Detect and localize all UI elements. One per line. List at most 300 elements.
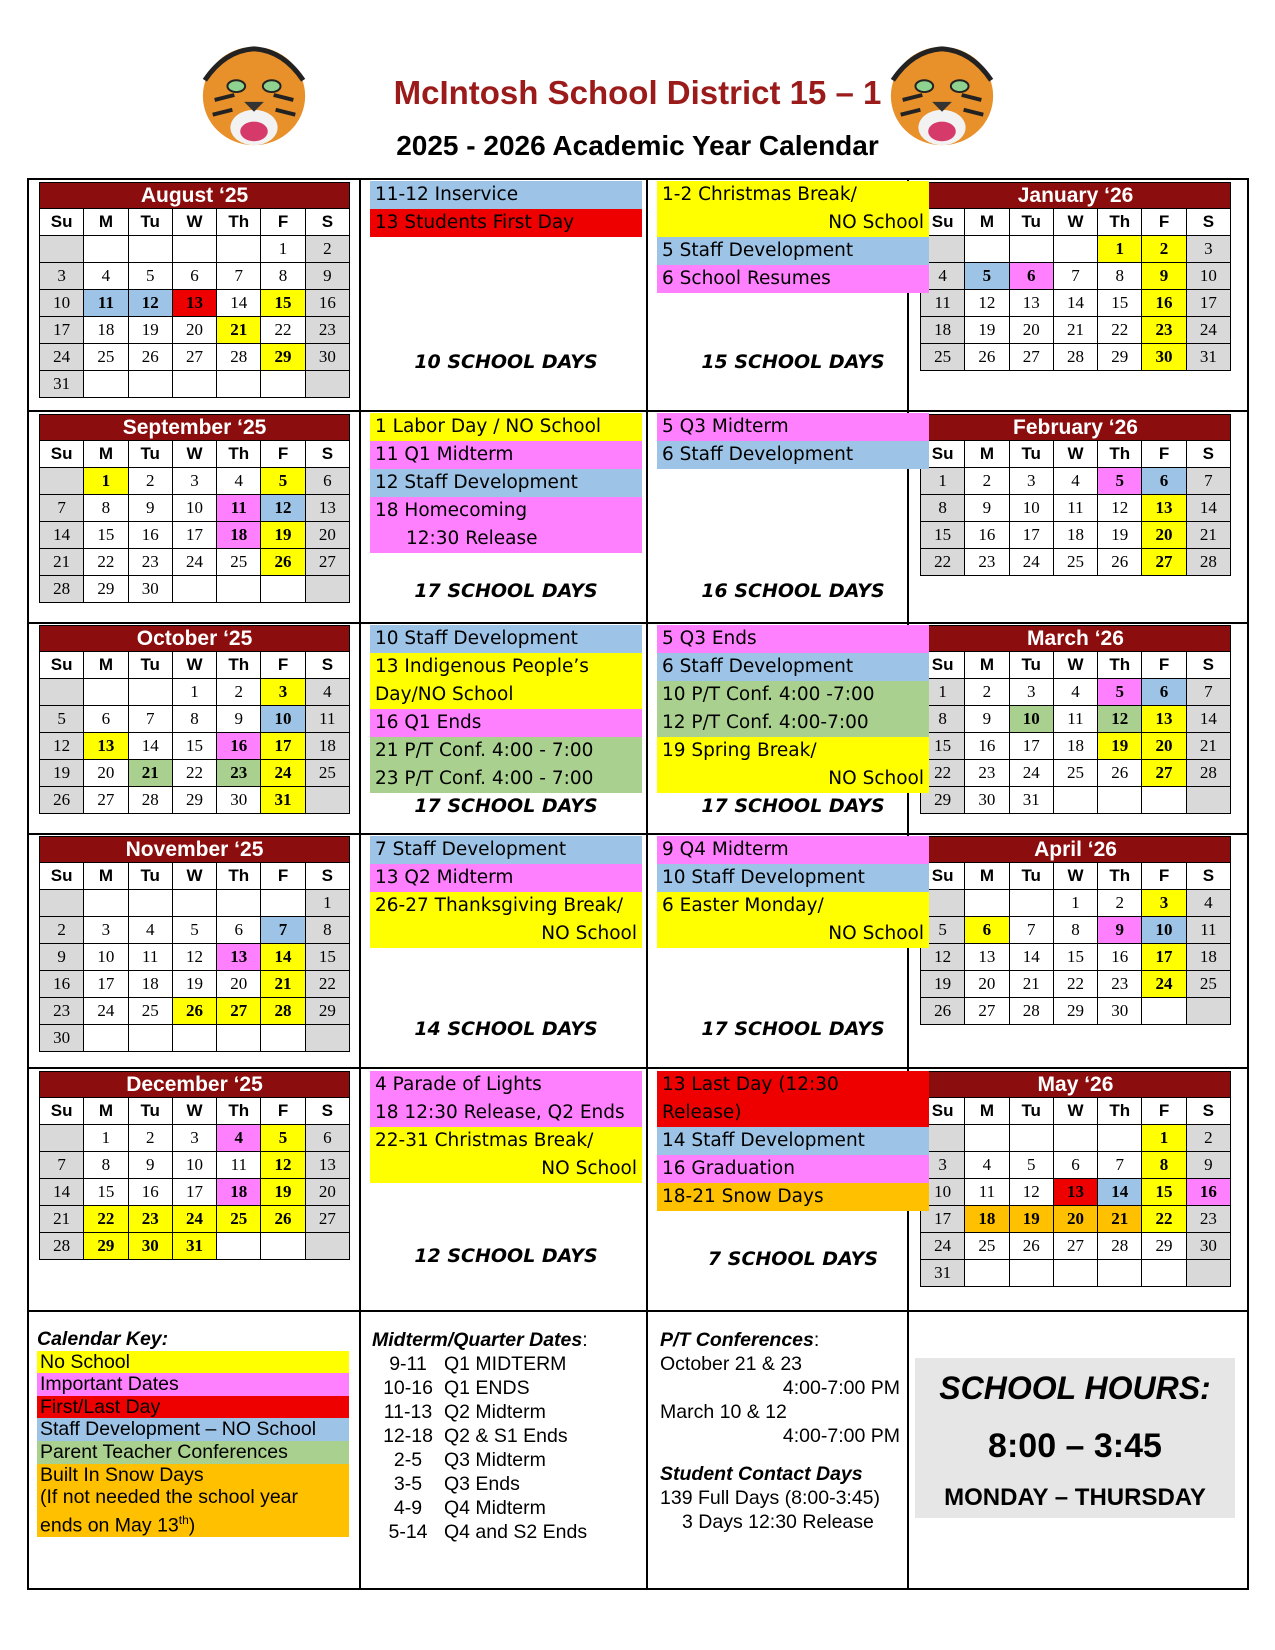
day-cell: 23 (1098, 971, 1142, 998)
day-cell: 9 (128, 495, 172, 522)
day-cell: 20 (1009, 317, 1053, 344)
grid-divider (27, 622, 1249, 624)
empty-day-cell (261, 371, 305, 398)
empty-day-cell (172, 890, 216, 917)
day-cell: 4 (1186, 890, 1230, 917)
weekday-header: F (1142, 1098, 1186, 1125)
empty-day-cell (305, 1233, 349, 1260)
day-cell: 13 (305, 495, 349, 522)
day-cell: 4 (965, 1152, 1009, 1179)
grid-divider (359, 178, 361, 1590)
day-cell: 12 (1009, 1179, 1053, 1206)
day-cell: 23 (128, 549, 172, 576)
day-cell: 6 (172, 263, 216, 290)
day-cell: 11 (128, 944, 172, 971)
event-item: NO School (657, 765, 929, 793)
weekday-header: Su (921, 863, 965, 890)
day-cell: 21 (217, 317, 261, 344)
day-cell: 23 (965, 760, 1009, 787)
day-cell: 3 (921, 1152, 965, 1179)
day-cell: 29 (1098, 344, 1142, 371)
events-october (370, 625, 642, 793)
day-cell: 18 (965, 1206, 1009, 1233)
weekday-header: S (305, 209, 349, 236)
day-cell: 28 (1098, 1233, 1142, 1260)
day-cell: 10 (1142, 917, 1186, 944)
key-snow-note-end: ends on May 13th) (37, 1509, 349, 1537)
day-cell: 27 (217, 998, 261, 1025)
day-cell: 7 (1053, 263, 1097, 290)
day-cell: 25 (965, 1233, 1009, 1260)
weekday-header: S (1186, 863, 1230, 890)
day-cell: 30 (965, 787, 1009, 814)
grid-divider (27, 410, 1249, 412)
empty-day-cell (1186, 787, 1230, 814)
weekday-header: W (1053, 863, 1097, 890)
weekday-header: Su (40, 863, 84, 890)
day-cell: 12 (172, 944, 216, 971)
calendar-january-2026 (920, 182, 1231, 371)
day-cell: 11 (305, 706, 349, 733)
calendar-key (37, 1328, 349, 1537)
day-cell: 16 (128, 1179, 172, 1206)
day-cell: 8 (921, 495, 965, 522)
day-cell: 21 (1009, 971, 1053, 998)
day-cell: 2 (305, 236, 349, 263)
day-cell: 9 (1142, 263, 1186, 290)
day-cell: 25 (128, 998, 172, 1025)
day-cell: 21 (40, 549, 84, 576)
day-cell: 5 (172, 917, 216, 944)
event-item: 5 Q3 Midterm (657, 413, 929, 441)
weekday-header: Tu (1009, 652, 1053, 679)
midterm-label: Q3 Midterm (444, 1449, 546, 1471)
event-item: NO School (657, 209, 929, 237)
empty-day-cell (172, 371, 216, 398)
midterm-date: 10-16 (383, 1377, 433, 1399)
weekday-header: M (965, 209, 1009, 236)
day-cell: 30 (1098, 998, 1142, 1025)
day-cell: 29 (84, 1233, 128, 1260)
day-cell: 19 (965, 317, 1009, 344)
school-days-august: 10 SCHOOL DAYS (414, 351, 598, 373)
day-cell: 10 (1009, 706, 1053, 733)
day-cell: 17 (1009, 522, 1053, 549)
key-important-dates: Important Dates (37, 1373, 349, 1396)
school-days-march: 17 SCHOOL DAYS (701, 795, 885, 817)
day-cell: 2 (1142, 236, 1186, 263)
weekday-header: W (1053, 441, 1097, 468)
day-cell: 16 (965, 733, 1009, 760)
weekday-header: W (172, 863, 216, 890)
day-cell: 11 (1053, 706, 1097, 733)
school-days-october: 17 SCHOOL DAYS (414, 795, 598, 817)
weekday-header: M (84, 209, 128, 236)
day-cell: 27 (1053, 1233, 1097, 1260)
empty-day-cell (261, 1233, 305, 1260)
day-cell: 21 (128, 760, 172, 787)
day-cell: 17 (1186, 290, 1230, 317)
midterm-label: Q2 Midterm (444, 1401, 546, 1423)
day-cell: 3 (172, 1125, 216, 1152)
midterm-date: 9-11 (389, 1353, 427, 1375)
day-cell: 17 (1009, 733, 1053, 760)
day-cell: 18 (1053, 522, 1097, 549)
midterm-label: Q1 MIDTERM (444, 1353, 567, 1375)
day-cell: 30 (40, 1025, 84, 1052)
day-cell: 5 (965, 263, 1009, 290)
empty-day-cell (40, 679, 84, 706)
event-item: 12 P/T Conf. 4:00-7:00 (657, 709, 929, 737)
day-cell: 10 (172, 495, 216, 522)
day-cell: 29 (305, 998, 349, 1025)
day-cell: 30 (128, 576, 172, 603)
day-cell: 15 (305, 944, 349, 971)
day-cell: 17 (921, 1206, 965, 1233)
day-cell: 19 (172, 971, 216, 998)
event-item: 18-21 Snow Days (657, 1183, 929, 1211)
school-days-december: 12 SCHOOL DAYS (414, 1245, 598, 1267)
day-cell: 21 (1098, 1206, 1142, 1233)
day-cell: 31 (921, 1260, 965, 1287)
day-cell: 27 (1142, 760, 1186, 787)
day-cell: 2 (128, 1125, 172, 1152)
empty-day-cell (261, 576, 305, 603)
school-days-april: 17 SCHOOL DAYS (701, 1018, 885, 1040)
weekday-header: W (172, 652, 216, 679)
event-item: 11-12 Inservice (370, 181, 642, 209)
events-september (370, 413, 642, 553)
event-item: 10 P/T Conf. 4:00 -7:00 (657, 681, 929, 709)
pt-march: March 10 & 12 (660, 1401, 787, 1423)
event-item: 13 Last Day (12:30 (657, 1071, 929, 1099)
day-cell: 12 (1098, 706, 1142, 733)
event-item: 10 Staff Development (657, 864, 929, 892)
day-cell: 29 (261, 344, 305, 371)
weekday-header: F (1142, 441, 1186, 468)
weekday-header: Tu (128, 209, 172, 236)
day-cell: 25 (217, 549, 261, 576)
day-cell: 23 (1142, 317, 1186, 344)
weekday-header: F (1142, 863, 1186, 890)
day-cell: 11 (217, 495, 261, 522)
event-item: 5 Staff Development (657, 237, 929, 265)
day-cell: 3 (172, 468, 216, 495)
event-item: 6 Easter Monday/ (657, 892, 929, 920)
day-cell: 7 (261, 917, 305, 944)
day-cell: 6 (1142, 468, 1186, 495)
pt-october: October 21 & 23 (660, 1353, 803, 1375)
day-cell: 30 (305, 344, 349, 371)
day-cell: 29 (84, 576, 128, 603)
key-staff-development: Staff Development – NO School (37, 1418, 349, 1441)
midterm-label: Q4 Midterm (444, 1497, 546, 1519)
district-title: McIntosh School District 15 – 1 (393, 74, 882, 111)
month-header: December ‘25 (40, 1072, 350, 1098)
midterm-date: 2-5 (393, 1449, 423, 1471)
empty-day-cell (1053, 1125, 1097, 1152)
day-cell: 13 (217, 944, 261, 971)
day-cell: 26 (40, 787, 84, 814)
month-header: November ‘25 (40, 837, 350, 863)
grid-divider (27, 1310, 1249, 1312)
day-cell: 18 (1186, 944, 1230, 971)
grid-divider (646, 178, 648, 1590)
school-days-january: 15 SCHOOL DAYS (701, 351, 885, 373)
midterm-date: 11-13 (383, 1401, 433, 1423)
calendar-october-2025 (39, 625, 350, 814)
empty-day-cell (128, 679, 172, 706)
day-cell: 19 (261, 522, 305, 549)
day-cell: 18 (84, 317, 128, 344)
day-cell: 17 (261, 733, 305, 760)
day-cell: 13 (1053, 1179, 1097, 1206)
school-days-february: 16 SCHOOL DAYS (701, 580, 885, 602)
day-cell: 20 (172, 317, 216, 344)
weekday-header: Th (217, 652, 261, 679)
empty-day-cell (965, 236, 1009, 263)
empty-day-cell (1009, 890, 1053, 917)
empty-day-cell (261, 1025, 305, 1052)
empty-day-cell (40, 890, 84, 917)
month-header: February ‘26 (921, 415, 1231, 441)
day-cell: 27 (84, 787, 128, 814)
day-cell: 2 (40, 917, 84, 944)
empty-day-cell (1009, 1260, 1053, 1287)
day-cell: 15 (261, 290, 305, 317)
weekday-header: Th (217, 441, 261, 468)
day-cell: 3 (1186, 236, 1230, 263)
day-cell: 25 (1053, 760, 1097, 787)
weekday-header: F (261, 1098, 305, 1125)
day-cell: 29 (172, 787, 216, 814)
day-cell: 19 (921, 971, 965, 998)
midterm-label: Q3 Ends (444, 1473, 520, 1495)
empty-day-cell (1053, 236, 1097, 263)
weekday-header: Su (40, 441, 84, 468)
day-cell: 24 (40, 344, 84, 371)
day-cell: 28 (1053, 344, 1097, 371)
month-header: April ‘26 (921, 837, 1231, 863)
day-cell: 2 (1186, 1125, 1230, 1152)
weekday-header: W (172, 1098, 216, 1125)
day-cell: 3 (261, 679, 305, 706)
pt-conferences: P/T Conferences: October 21 & 23 4:00-7:00 PM March 10 & 12 4:00-7:00 PM Student Contact Days 139 Full Days (8:00-3:45) 3 Days 12:30 Release (660, 1329, 900, 1533)
key-first-last-day: First/Last Day (37, 1396, 349, 1419)
empty-day-cell (172, 576, 216, 603)
empty-day-cell (1009, 1125, 1053, 1152)
midterm-quarter-dates: Midterm/Quarter Dates: 9-11 Q1 MIDTERM 10-16 Q1 ENDS 11-13 Q2 Midterm 12-18 Q2 & S1 Ends 2-5 Q3 Midterm 3-5 Q3 Ends 4-9 Q4 Midterm 5-14 Q4 and S2 Ends (372, 1328, 642, 1544)
weekday-header: Th (1098, 1098, 1142, 1125)
day-cell: 27 (1009, 344, 1053, 371)
weekday-header: Tu (128, 441, 172, 468)
empty-day-cell (40, 468, 84, 495)
empty-day-cell (1098, 1260, 1142, 1287)
event-item: 13 Students First Day (370, 209, 642, 237)
event-item: 26-27 Thanksgiving Break/ (370, 892, 642, 920)
day-cell: 7 (1009, 917, 1053, 944)
day-cell: 18 (217, 1179, 261, 1206)
day-cell: 5 (1098, 468, 1142, 495)
day-cell: 26 (1098, 549, 1142, 576)
empty-day-cell (217, 236, 261, 263)
day-cell: 22 (921, 549, 965, 576)
weekday-header: Th (1098, 209, 1142, 236)
weekday-header: Tu (1009, 1098, 1053, 1125)
day-cell: 20 (305, 522, 349, 549)
day-cell: 1 (1142, 1125, 1186, 1152)
day-cell: 7 (217, 263, 261, 290)
day-cell: 8 (921, 706, 965, 733)
weekday-header: M (84, 1098, 128, 1125)
empty-day-cell (40, 1125, 84, 1152)
day-cell: 7 (40, 1152, 84, 1179)
day-cell: 17 (84, 971, 128, 998)
weekday-header: Su (921, 1098, 965, 1125)
event-item: 19 Spring Break/ (657, 737, 929, 765)
event-item: NO School (370, 920, 642, 948)
day-cell: 20 (217, 971, 261, 998)
day-cell: 1 (261, 236, 305, 263)
event-item: 13 Indigenous People’s (370, 653, 642, 681)
day-cell: 26 (1098, 760, 1142, 787)
day-cell: 15 (1053, 944, 1097, 971)
day-cell: 13 (1142, 495, 1186, 522)
weekday-header: Th (217, 863, 261, 890)
day-cell: 21 (1053, 317, 1097, 344)
day-cell: 8 (172, 706, 216, 733)
day-cell: 18 (1053, 733, 1097, 760)
event-item: NO School (370, 1155, 642, 1183)
day-cell: 14 (1009, 944, 1053, 971)
calendar-november-2025 (39, 836, 350, 1052)
empty-day-cell (1186, 1260, 1230, 1287)
weekday-header: W (172, 441, 216, 468)
day-cell: 25 (1053, 549, 1097, 576)
day-cell: 20 (84, 760, 128, 787)
weekday-header: S (305, 652, 349, 679)
weekday-header: Su (921, 209, 965, 236)
midterm-row (372, 1424, 642, 1448)
day-cell: 26 (261, 1206, 305, 1233)
day-cell: 12 (261, 495, 305, 522)
day-cell: 9 (40, 944, 84, 971)
midterm-label: Q4 and S2 Ends (444, 1521, 588, 1543)
day-cell: 15 (1142, 1179, 1186, 1206)
school-days-may: 7 SCHOOL DAYS (707, 1248, 879, 1270)
day-cell: 6 (965, 917, 1009, 944)
day-cell: 4 (84, 263, 128, 290)
weekday-header: Su (40, 1098, 84, 1125)
day-cell: 7 (1186, 679, 1230, 706)
school-days-november: 14 SCHOOL DAYS (414, 1018, 598, 1040)
calendar-march-2026 (920, 625, 1231, 814)
day-cell: 5 (1098, 679, 1142, 706)
day-cell: 27 (965, 998, 1009, 1025)
day-cell: 28 (128, 787, 172, 814)
month-header: May ‘26 (921, 1072, 1231, 1098)
day-cell: 28 (217, 344, 261, 371)
day-cell: 11 (1053, 495, 1097, 522)
day-cell: 19 (128, 317, 172, 344)
day-cell: 5 (40, 706, 84, 733)
day-cell: 3 (40, 263, 84, 290)
day-cell: 3 (84, 917, 128, 944)
calendar-key-title: Calendar Key: (37, 1328, 169, 1350)
empty-day-cell (172, 1025, 216, 1052)
key-snow-note: (If not needed the school year (37, 1486, 349, 1509)
empty-day-cell (1186, 998, 1230, 1025)
day-cell: 3 (1009, 679, 1053, 706)
day-cell: 24 (1009, 549, 1053, 576)
empty-day-cell (1142, 998, 1186, 1025)
day-cell: 13 (965, 944, 1009, 971)
event-item: 12:30 Release (370, 525, 642, 553)
day-cell: 14 (261, 944, 305, 971)
weekday-header: Tu (128, 652, 172, 679)
calendar-august-2025 (39, 182, 350, 398)
day-cell: 8 (84, 495, 128, 522)
day-cell: 15 (172, 733, 216, 760)
weekday-header: Su (921, 441, 965, 468)
day-cell: 18 (921, 317, 965, 344)
empty-day-cell (965, 1260, 1009, 1287)
midterm-row (372, 1520, 642, 1544)
day-cell: 26 (261, 549, 305, 576)
day-cell: 27 (305, 549, 349, 576)
day-cell: 6 (305, 1125, 349, 1152)
empty-day-cell (1098, 787, 1142, 814)
weekday-header: Tu (1009, 863, 1053, 890)
day-cell: 13 (172, 290, 216, 317)
day-cell: 18 (305, 733, 349, 760)
midterm-row (372, 1352, 642, 1376)
day-cell: 1 (84, 468, 128, 495)
weekday-header: Tu (1009, 441, 1053, 468)
event-item: 4 Parade of Lights (370, 1071, 642, 1099)
day-cell: 23 (128, 1206, 172, 1233)
day-cell: 8 (261, 263, 305, 290)
empty-day-cell (128, 1025, 172, 1052)
midterm-row (372, 1400, 642, 1424)
month-header: October ‘25 (40, 626, 350, 652)
day-cell: 28 (1186, 549, 1230, 576)
weekday-header: S (1186, 441, 1230, 468)
day-cell: 26 (128, 344, 172, 371)
midterm-date: 5-14 (388, 1521, 428, 1543)
midterm-date: 12-18 (383, 1425, 433, 1447)
day-cell: 8 (1098, 263, 1142, 290)
empty-day-cell (128, 236, 172, 263)
day-cell: 9 (965, 495, 1009, 522)
day-cell: 7 (1098, 1152, 1142, 1179)
day-cell: 9 (305, 263, 349, 290)
empty-day-cell (217, 1025, 261, 1052)
day-cell: 4 (217, 468, 261, 495)
day-cell: 15 (84, 522, 128, 549)
day-cell: 20 (1053, 1206, 1097, 1233)
weekday-header: M (84, 863, 128, 890)
empty-day-cell (84, 236, 128, 263)
day-cell: 23 (965, 549, 1009, 576)
day-cell: 20 (1142, 522, 1186, 549)
day-cell: 23 (305, 317, 349, 344)
day-cell: 22 (921, 760, 965, 787)
event-item: 1 Labor Day / NO School (370, 413, 642, 441)
day-cell: 27 (172, 344, 216, 371)
calendar-may-2026 (920, 1071, 1231, 1287)
day-cell: 25 (305, 760, 349, 787)
